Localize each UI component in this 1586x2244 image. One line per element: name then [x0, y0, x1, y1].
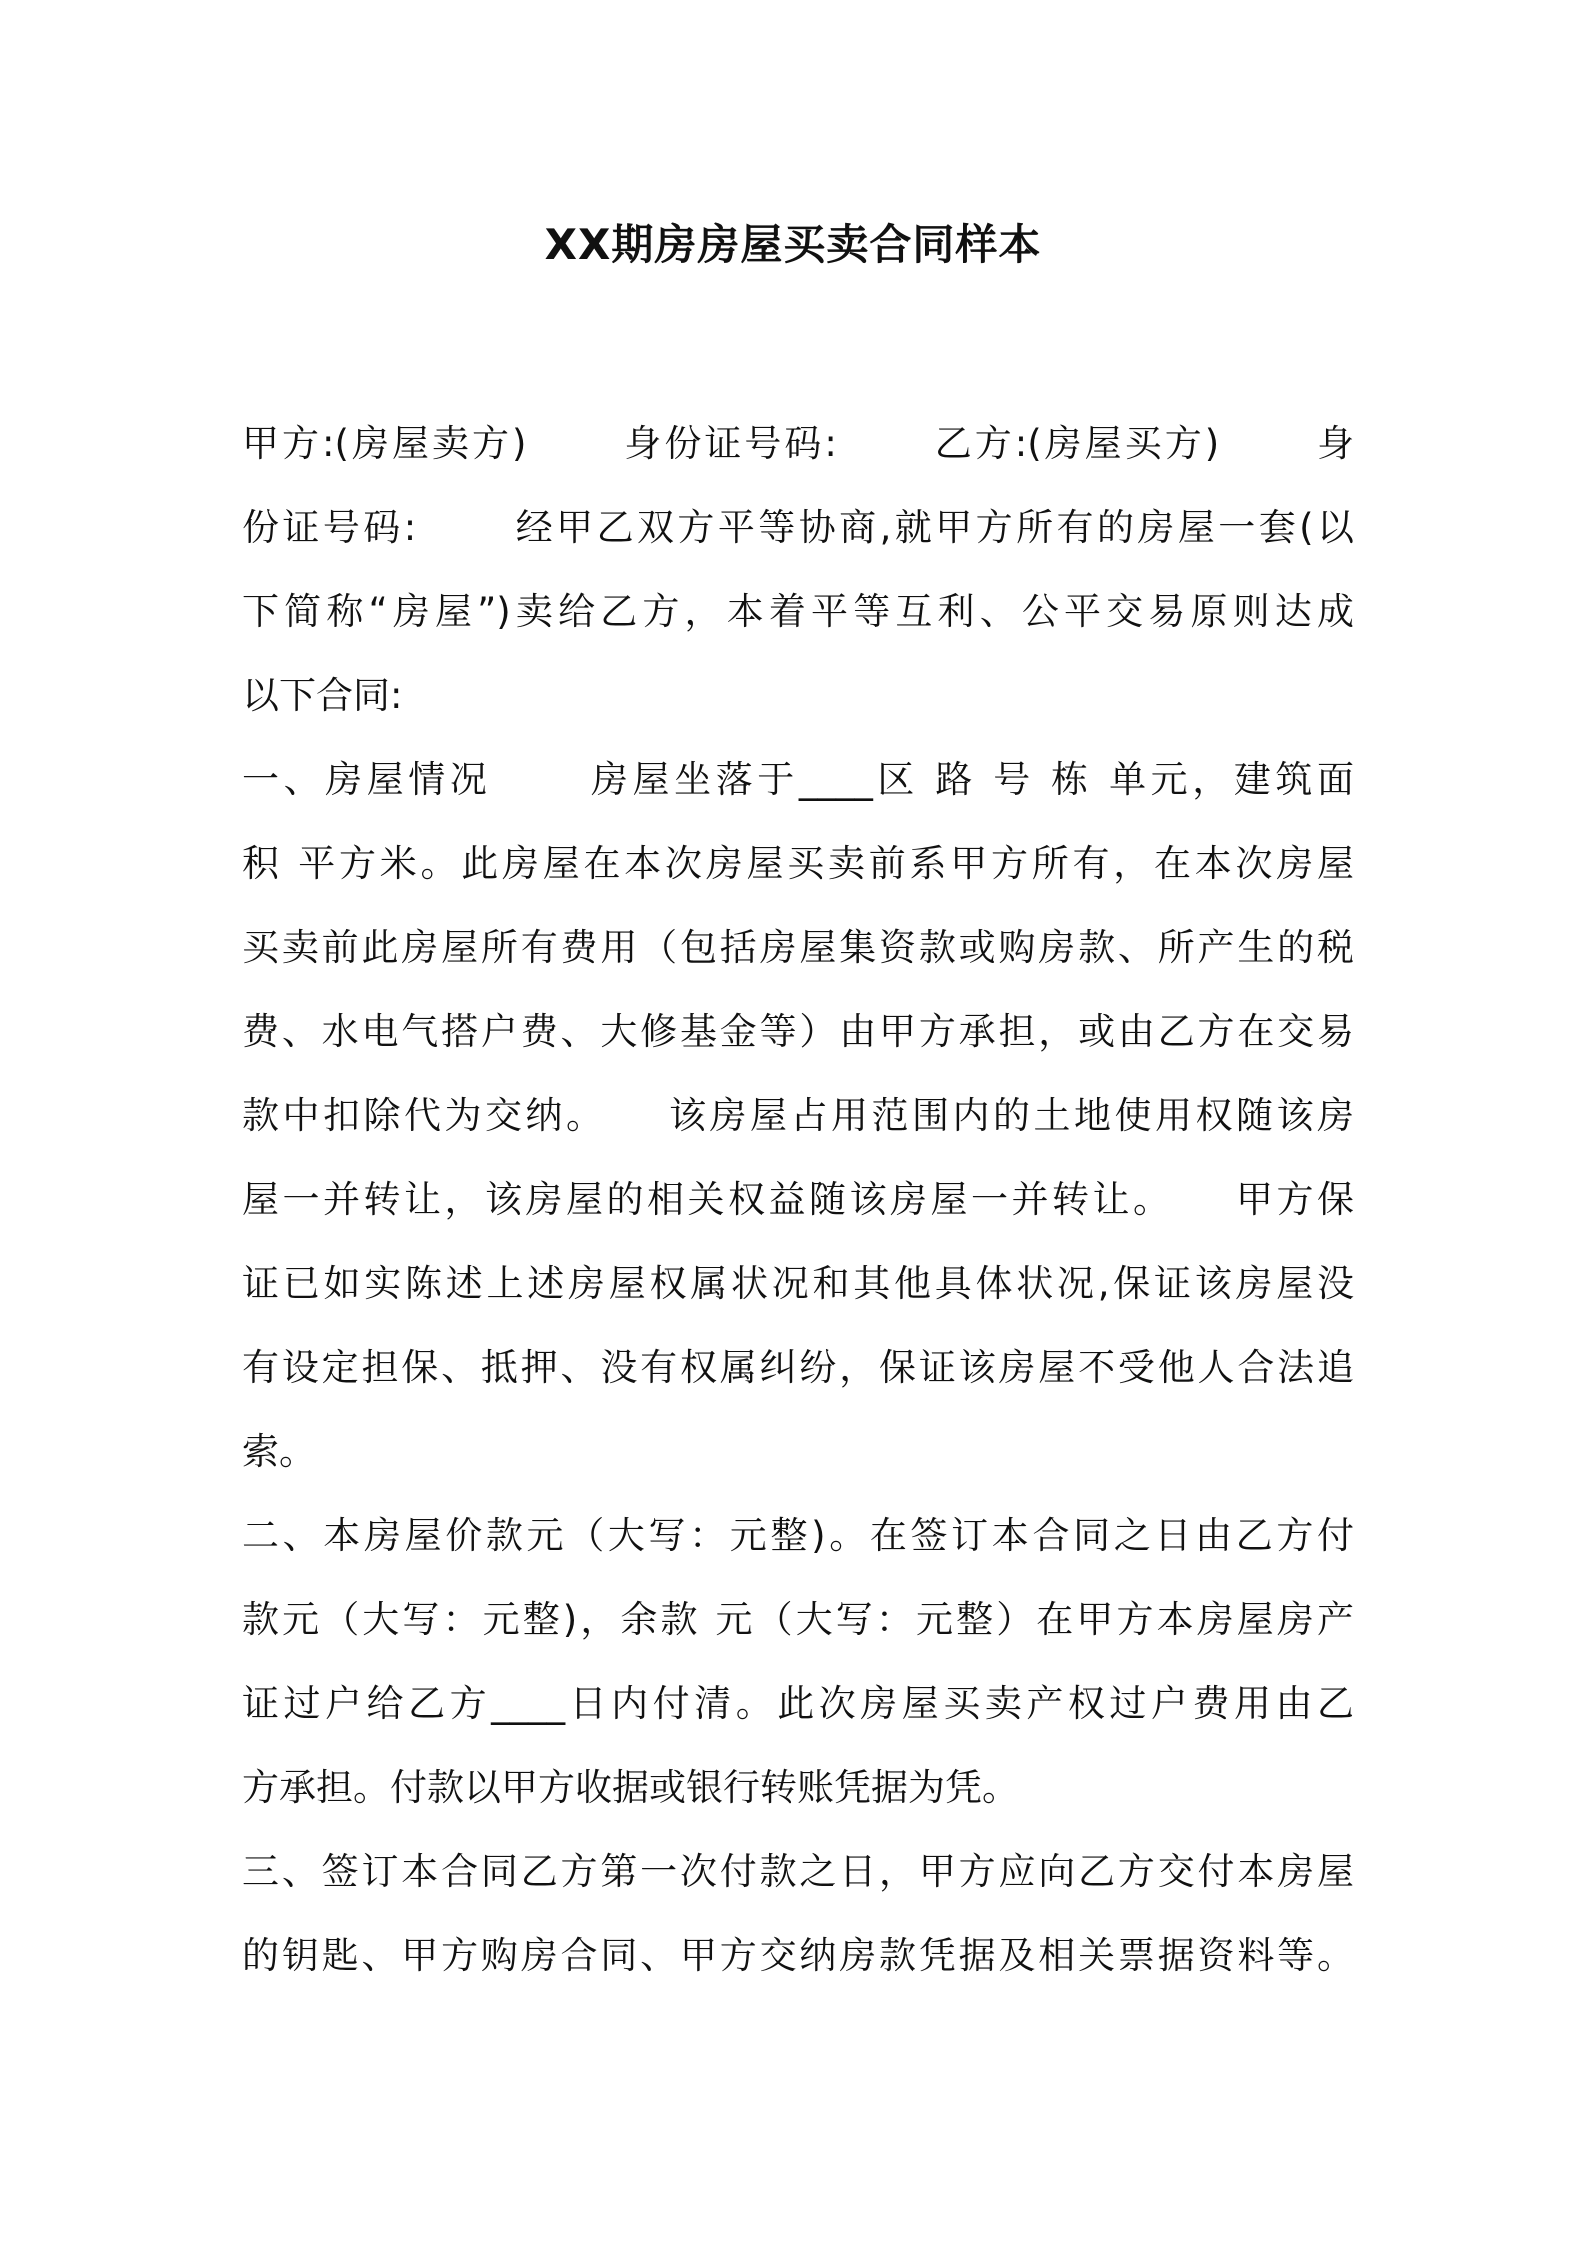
paragraph-line: 二、本房屋价款元（大写：元整)。在签订本合同之日由乙方付 [242, 1514, 1354, 1557]
paragraph-line: 下简称“房屋”)卖给乙方，本着平等互利、公平交易原则达成 [242, 590, 1354, 633]
paragraph-line: 一、房屋情况 房屋坐落于____区 路 号 栋 单元，建筑面 [242, 758, 1354, 801]
paragraph-line: 证已如实陈述上述房屋权属状况和其他具体状况,保证该房屋没 [242, 1262, 1354, 1305]
paragraph-line: 的钥匙、甲方购房合同、甲方交纳房款凭据及相关票据资料等。 [242, 1934, 1354, 1977]
paragraph-line: 款中扣除代为交纳。 该房屋占用范围内的土地使用权随该房 [242, 1094, 1354, 1137]
document-body [242, 402, 1354, 1998]
paragraph-line: 索。 [242, 1430, 316, 1473]
paragraph-line: 有设定担保、抵押、没有权属纠纷，保证该房屋不受他人合法追 [242, 1346, 1354, 1389]
paragraph-line: 费、水电气搭户费、大修基金等）由甲方承担，或由乙方在交易 [242, 1010, 1354, 1053]
paragraph-line: 甲方:(房屋卖方) 身份证号码: 乙方:(房屋买方) 身 [242, 422, 1354, 465]
paragraph-line: 三、签订本合同乙方第一次付款之日，甲方应向乙方交付本房屋 [242, 1850, 1354, 1893]
paragraph-line: 份证号码: 经甲乙双方平等协商,就甲方所有的房屋一套(以 [242, 506, 1354, 549]
paragraph-line: 款元（大写：元整)，余款 元（大写：元整）在甲方本房屋房产 [242, 1598, 1354, 1641]
document-title: XX期房房屋买卖合同样本 [544, 220, 1042, 269]
paragraph-line: 方承担。付款以甲方收据或银行转账凭据为凭。 [242, 1766, 1019, 1809]
paragraph-line: 买卖前此房屋所有费用（包括房屋集资款或购房款、所产生的税 [242, 926, 1354, 969]
paragraph-line: 证过户给乙方____日内付清。此次房屋买卖产权过户费用由乙 [242, 1682, 1354, 1725]
paragraph-line: 以下合同: [242, 674, 403, 717]
paragraph-line: 积 平方米。此房屋在本次房屋买卖前系甲方所有，在本次房屋 [242, 842, 1354, 885]
paragraph-line: 屋一并转让，该房屋的相关权益随该房屋一并转让。 甲方保 [242, 1178, 1354, 1221]
